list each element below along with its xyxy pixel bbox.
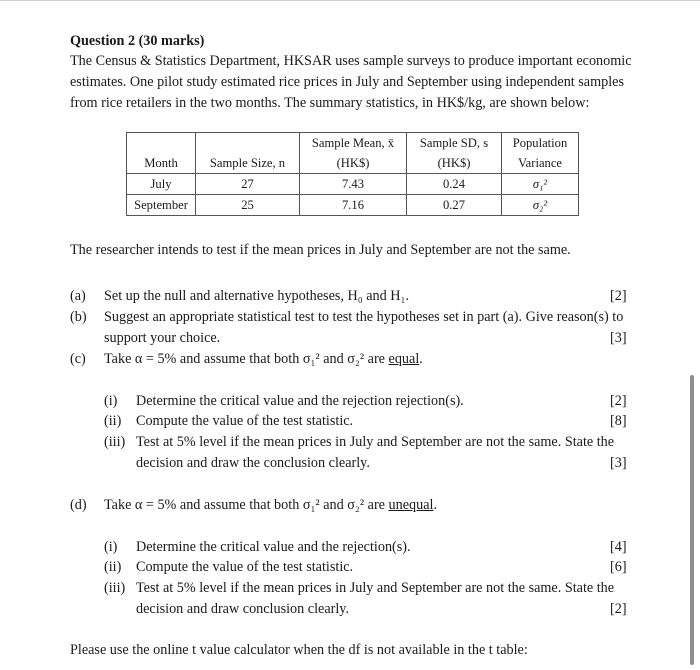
header-cell bbox=[127, 133, 196, 154]
part-c-i-label: (i) bbox=[104, 393, 118, 409]
header-cell bbox=[196, 133, 300, 154]
part-d-text-prefix: Take α = 5% and assume that both σ₁² and σ₂² are bbox=[104, 497, 389, 513]
part-b-label: (b) bbox=[70, 309, 87, 325]
cell-sd: 0.24 bbox=[407, 174, 502, 195]
part-b-text-2: support your choice. bbox=[104, 330, 221, 346]
header-cell: Variance bbox=[502, 153, 579, 174]
header-cell: Population bbox=[502, 133, 579, 154]
header-cell: (HK$) bbox=[407, 153, 502, 174]
question-title: Question 2 (30 marks) bbox=[70, 33, 205, 49]
part-d-i-marks: [4] bbox=[610, 539, 627, 555]
part-c-iii-marks: [3] bbox=[610, 455, 627, 471]
part-a-label: (a) bbox=[70, 288, 86, 304]
part-c-ii-label: (ii) bbox=[104, 413, 122, 429]
cell-variance: σ₁² bbox=[502, 174, 579, 195]
part-d-text bbox=[104, 495, 437, 515]
table-row bbox=[127, 174, 579, 195]
top-border bbox=[0, 0, 700, 1]
table-header-row bbox=[127, 153, 579, 174]
part-d-iii-label: (iii) bbox=[104, 580, 126, 596]
part-c-i-text: Determine the critical value and the rejection rejection(s). bbox=[136, 393, 464, 409]
part-d-emphasis: unequal bbox=[388, 497, 434, 513]
research-statement: The researcher intends to test if the mean prices in July and September are not the same. bbox=[70, 242, 571, 258]
part-d-i-label: (i) bbox=[104, 539, 118, 555]
part-c-iii-text-1: Test at 5% level if the mean prices in July and September are not the same. State the bbox=[136, 434, 615, 450]
part-c-ii-marks: [8] bbox=[610, 413, 627, 429]
header-cell: Sample Mean, x̄ bbox=[300, 133, 407, 154]
scrollbar[interactable] bbox=[690, 375, 694, 665]
cell-month: September bbox=[127, 195, 196, 216]
part-d-iii-text-2: decision and draw conclusion clearly. bbox=[136, 601, 349, 617]
summary-table bbox=[126, 132, 579, 216]
part-b-text-1: Suggest an appropriate statistical test to test the hypotheses set in part (a). Give reason(s) to bbox=[104, 309, 624, 325]
part-c-emphasis: equal bbox=[388, 351, 420, 367]
header-cell: Sample Size, n bbox=[196, 153, 300, 174]
header-cell: (HK$) bbox=[300, 153, 407, 174]
part-d-text-suffix: . bbox=[433, 497, 437, 513]
part-c-text bbox=[104, 349, 423, 369]
part-c-iii-label: (iii) bbox=[104, 434, 126, 450]
header-cell: Month bbox=[127, 153, 196, 174]
cell-mean: 7.43 bbox=[300, 174, 407, 195]
part-d-ii-text: Compute the value of the test statistic. bbox=[136, 559, 354, 575]
cell-mean: 7.16 bbox=[300, 195, 407, 216]
part-a-marks: [2] bbox=[610, 288, 627, 304]
part-c-label: (c) bbox=[70, 351, 86, 367]
cell-sd: 0.27 bbox=[407, 195, 502, 216]
part-c-text-suffix: . bbox=[419, 351, 423, 367]
part-a-text: Set up the null and alternative hypotheses, H₀ and H₁. bbox=[104, 288, 410, 304]
part-c-ii-text: Compute the value of the test statistic. bbox=[136, 413, 354, 429]
intro-line-3: from rice retailers in the two months. The summary statistics, in HK$/kg, are shown below: bbox=[70, 95, 590, 111]
part-c-text-prefix: Take α = 5% and assume that both σ₁² and σ₂² are bbox=[104, 351, 389, 367]
cell-sample-size: 25 bbox=[196, 195, 300, 216]
intro-line-1: The Census & Statistics Department, HKSAR uses sample surveys to produce important economic bbox=[70, 53, 632, 69]
cell-month: July bbox=[127, 174, 196, 195]
part-d-iii-marks: [2] bbox=[610, 601, 627, 617]
part-d-label: (d) bbox=[70, 497, 87, 513]
intro-line-2: estimates. One pilot study estimated rice prices in July and September using independent samples bbox=[70, 74, 624, 90]
cell-sample-size: 27 bbox=[196, 174, 300, 195]
part-d-ii-label: (ii) bbox=[104, 559, 122, 575]
part-d-iii-text-1: Test at 5% level if the mean prices in July and September are not the same. State the bbox=[136, 580, 615, 596]
part-d-ii-marks: [6] bbox=[610, 559, 627, 575]
cell-variance: σ₂² bbox=[502, 195, 579, 216]
part-c-iii-text-2: decision and draw the conclusion clearly. bbox=[136, 455, 370, 471]
part-d-i-text: Determine the critical value and the rejection(s). bbox=[136, 539, 411, 555]
header-cell: Sample SD, s bbox=[407, 133, 502, 154]
footer-note: Please use the online t value calculator when the df is not available in the t table: bbox=[70, 642, 528, 658]
part-c-i-marks: [2] bbox=[610, 393, 627, 409]
part-b-marks: [3] bbox=[610, 330, 627, 346]
table-header-row bbox=[127, 133, 579, 154]
table-row bbox=[127, 195, 579, 216]
